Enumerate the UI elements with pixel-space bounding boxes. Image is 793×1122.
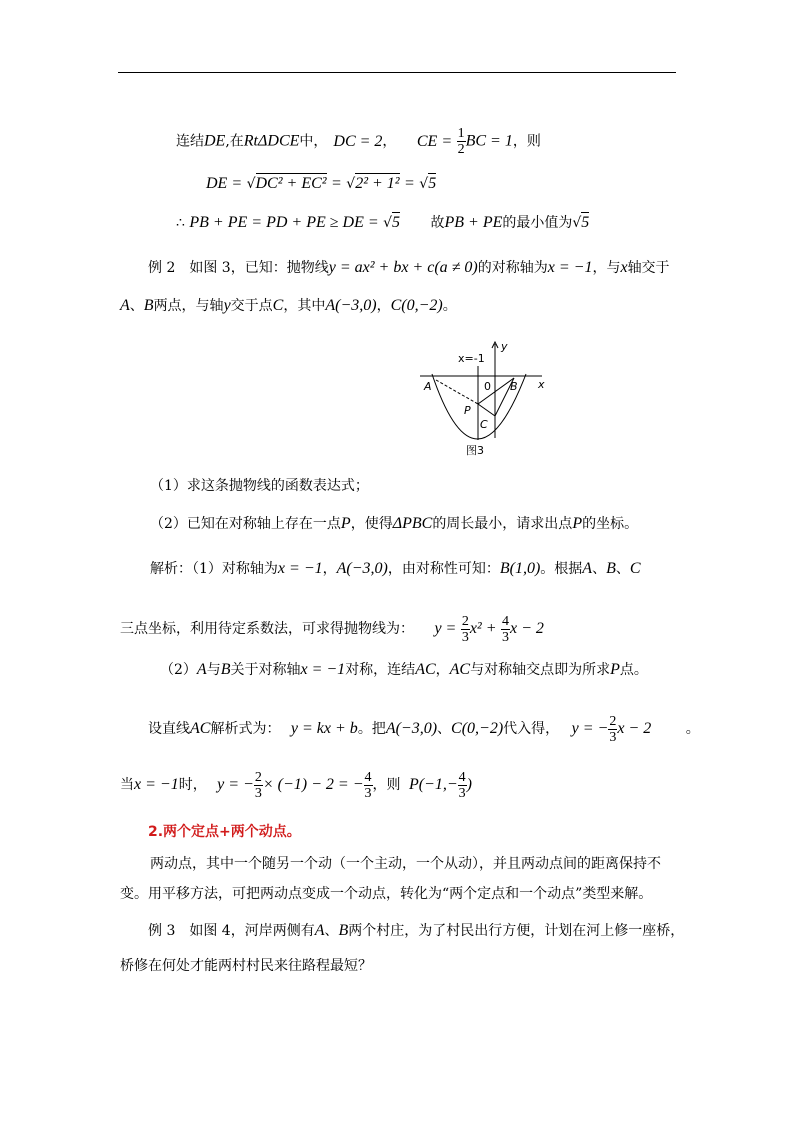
x-axis-label: x (538, 378, 545, 391)
question-1: （1）求这条抛物线的函数表达式； (150, 478, 369, 494)
line-de-value: DE = √DC² + EC² = √2² + 1² = √5 (206, 175, 437, 192)
question-2: （2）已知在对称轴上存在一点P，使得ΔPBC的周长最小，请求出点P的坐标。 (150, 515, 639, 532)
solution-2-line2: 设直线AC解析式为： y = kx + b。把A(−3,0)、C(0,−2)代入得， y = − $\frac{2}{3}$ x − 2 。 (148, 713, 700, 745)
segment-pc (478, 404, 495, 416)
point-c-label: C (480, 418, 488, 431)
point-b-label: B (510, 380, 518, 393)
solution-2-line3: 当x = −1时， y = − $\frac{2}{3}$ × (−1) − 2 = − $\frac{4}{3}$ ，则 P(−1,− $\frac{4}{3}$ ) (120, 769, 472, 801)
solution-1-line2: 三点坐标，利用待定系数法，可求得抛物线为： y = $\frac{2}{3}$ x² + $\frac{4}{3}$ x − 2 (120, 613, 544, 645)
example3-line1: 例 3 如图 4，河岸两侧有A、B两个村庄，为了村民出行方便，计划在河上修一座桥， (148, 922, 685, 939)
example2-line2: A、B两点，与轴y交于点C，其中A(−3,0)，C(0,−2)。 (120, 297, 457, 314)
figure-3-parabola (418, 338, 558, 462)
y-axis-label: y (501, 340, 508, 353)
solution-1-line1: 解析：（1）对称轴为x = −1，A(−3,0)，由对称性可知：B(1,0)。根据A、B、C (150, 560, 641, 577)
example3-line2: 桥修在何处才能两村村民来往路程最短？ (120, 958, 372, 974)
example2-line1: 例 2 如图 3，已知：抛物线y = ax² + bx + c(a ≠ 0)的对称轴为x = −1，与x轴交于 (148, 259, 670, 276)
solution-2-line1: （2）A与B关于对称轴x = −1对称，连结AC，AC与对称轴交点即为所求P点。 (160, 661, 648, 678)
paragraph-line1: 两动点，其中一个随另一个动（一个主动，一个从动），并且两动点间的距离保持不 (150, 856, 661, 872)
origin-label: 0 (484, 380, 491, 393)
header-rule (118, 72, 676, 73)
fraction-half: $\frac{1}{2}$ (457, 126, 465, 157)
point-a-label: A (424, 380, 432, 393)
figure-caption: 图3 (466, 444, 484, 457)
symmetry-axis-label: x=-1 (458, 352, 485, 365)
section-heading: 2.两个定点+两个动点。 (148, 824, 301, 840)
paragraph-line2: 变。用平移方法，可把两动点变成一个动点，转化为“两个定点和一个动点”类型来解。 (120, 886, 653, 902)
line-connect-de: 连结DE,在RtΔDCE中， DC = 2， CE = $\frac{1}{2}$ BC = 1，则 (176, 126, 541, 157)
line-min-value: ∴ PB + PE = PD + PE ≥ DE = √5 故PB + PE的最小值为√5 (176, 214, 590, 231)
point-p-label: P (464, 404, 471, 417)
